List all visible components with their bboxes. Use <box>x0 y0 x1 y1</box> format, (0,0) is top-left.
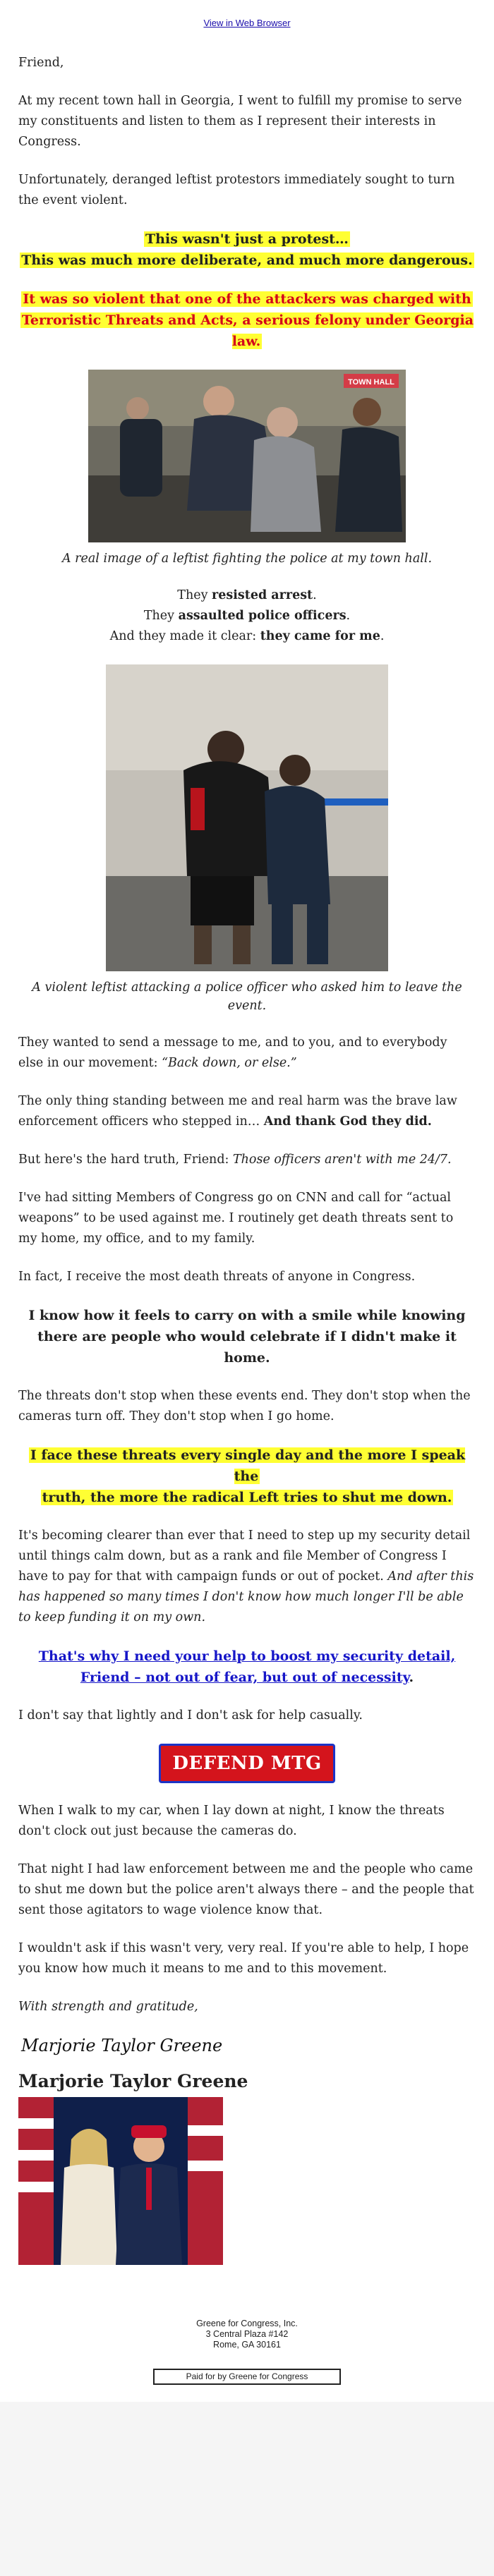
town-hall-photo <box>88 370 406 542</box>
text: . <box>380 629 385 643</box>
photo-caption: A real image of a leftist fighting the police at my town hall. <box>61 552 433 566</box>
defend-mtg-button[interactable]: DEFEND MTG <box>159 1744 335 1783</box>
text-bold: they came for me <box>260 629 380 643</box>
they-lines <box>18 585 476 647</box>
sender-photo <box>18 2097 223 2265</box>
paragraph: At my recent town hall in Georgia, I went to fulfill my promise to serve my constituents and listen to them as I represent their interests in Congress. <box>18 94 462 149</box>
highlight-block-2 <box>18 288 476 352</box>
text: They <box>177 588 212 602</box>
view-in-browser-link[interactable]: View in Web Browser <box>203 18 291 28</box>
paragraph <box>18 1091 476 1132</box>
paragraph: When I walk to my car, when I lay down at night, I know the threats don't clock out just because the cameras do. <box>18 1804 445 1838</box>
top-bar <box>0 0 494 28</box>
text: And they made it clear: <box>109 629 260 643</box>
email-body <box>0 53 494 2385</box>
paragraph <box>18 1526 476 1628</box>
signature-text: Marjorie Taylor Greene <box>21 2036 223 2055</box>
signature-image <box>18 2026 230 2062</box>
security-donate-link[interactable]: That's why I need your help to boost my security detail, Friend – not out of fear, but out of necessity <box>38 1648 456 1685</box>
paragraph: I wouldn't ask if this wasn't very, very real. If you're able to help, I hope you know how much it means to me and to this movement. <box>18 1941 469 1976</box>
paragraph: That night I had law enforcement between me and the people who came to shut me down but the police aren't always there – and the people that sent those agitators to wage violence know that. <box>18 1862 474 1917</box>
text-italic: And after this has happened so many times I don't know how much longer I'll be able to keep funding it on my own. <box>18 1569 474 1624</box>
text: . <box>346 609 351 623</box>
town-hall-sign: TOWN HALL <box>348 378 394 387</box>
footer-city: Rome, GA 30161 <box>213 2340 281 2350</box>
quote-text: “Back down, or else.” <box>162 1056 297 1070</box>
text: It's becoming clearer than ever that I need to step up my security detail until things calm down, but as a rank and file Member of Congress I have to pay for that with campaign funds or out of pocket. <box>18 1529 471 1584</box>
text: . <box>313 588 317 602</box>
highlight-text: I face these threats every single day and the more I speak the <box>30 1447 466 1484</box>
text-bold: resisted arrest <box>212 588 313 602</box>
button-wrap <box>18 1744 476 1783</box>
paragraph: I don't say that lightly and I don't ask for help casually. <box>18 1708 363 1723</box>
paid-by-box: Paid for by Greene for Congress <box>153 2369 342 2385</box>
footer-org: Greene for Congress, Inc. <box>196 2319 298 2328</box>
attack-photo <box>106 664 388 971</box>
footer <box>18 2319 476 2385</box>
cta-paragraph <box>18 1646 476 1688</box>
paragraph <box>18 1150 476 1170</box>
text-bold: assaulted police officers <box>178 609 347 623</box>
signoff: With strength and gratitude, <box>18 2000 198 2014</box>
footer-address: 3 Central Plaza #142 <box>205 2329 289 2339</box>
greeting: Friend, <box>18 56 64 70</box>
text: They wanted to send a message to me, and to you, and to everybody else in our movement: <box>18 1035 447 1070</box>
highlight-text: This wasn't just a protest… <box>145 231 349 247</box>
highlight-text: This was much more deliberate, and much more dangerous. <box>21 253 473 268</box>
text: But here's the hard truth, Friend: <box>18 1153 233 1167</box>
highlight-text-red: Terroristic Threats and Acts, a serious felony under Georgia law. <box>21 312 474 349</box>
highlight-text: truth, the more the radical Left tries to shut me down. <box>42 1490 452 1505</box>
text-italic: Those officers aren't with me 24/7. <box>232 1153 452 1167</box>
paragraph: In fact, I receive the most death threats of anyone in Congress. <box>18 1270 416 1284</box>
highlight-text-red: It was so violent that one of the attackers was charged with <box>23 291 471 307</box>
photo-caption: A violent leftist attacking a police officer who asked him to leave the event. <box>32 980 462 1013</box>
text: They <box>143 609 179 623</box>
text-bold: And thank God they did. <box>263 1114 432 1129</box>
text: The only thing standing between me and real harm was the brave law enforcement officers who stepped in… <box>18 1094 457 1129</box>
paragraph: The threats don't stop when these events end. They don't stop when the cameras turn off. They don't stop when I go home. <box>18 1389 471 1423</box>
highlight-block-3 <box>18 1445 476 1508</box>
paragraph <box>18 1033 476 1074</box>
bold-statement: I know how it feels to carry on with a smile while knowing there are people who would celebrate if I didn't make it home. <box>28 1308 466 1366</box>
highlight-block-1 <box>18 229 476 271</box>
paragraph: I've had sitting Members of Congress go on CNN and call for “actual weapons” to be used against me. I routinely get death threats sent to my home, my office, and to my family. <box>18 1191 454 1246</box>
paragraph: Unfortunately, deranged leftist protestors immediately sought to turn the event violent. <box>18 173 455 207</box>
text: . <box>409 1670 414 1685</box>
sender-name: Marjorie Taylor Greene <box>18 2071 248 2091</box>
